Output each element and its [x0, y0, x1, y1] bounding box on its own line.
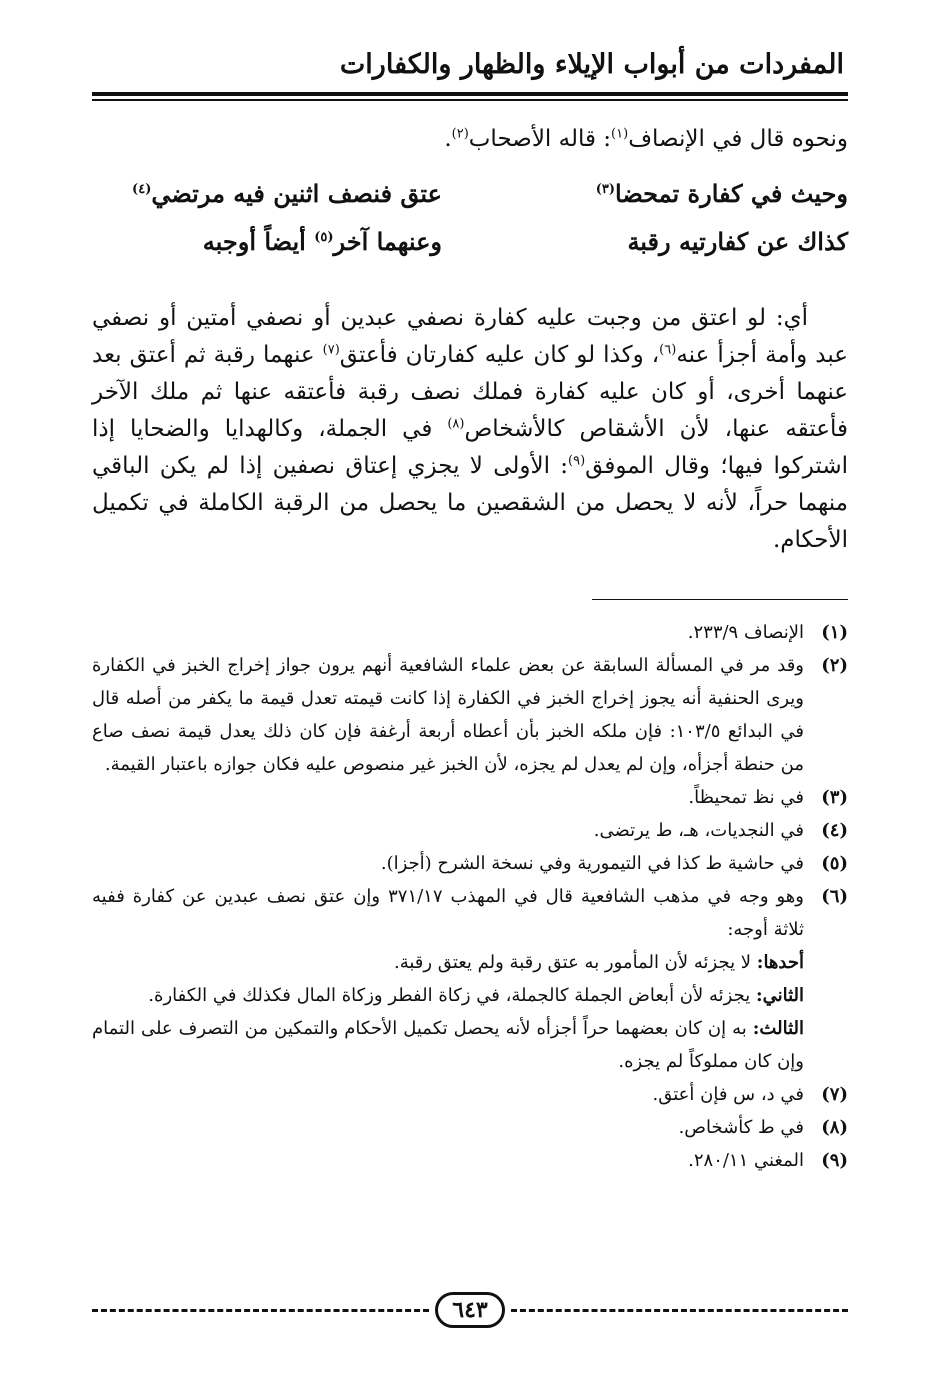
footnote-number: (٩)	[821, 1150, 848, 1171]
footnote-number: (٤)	[821, 820, 848, 841]
footnote-number: (٢)	[821, 655, 848, 676]
running-header	[92, 40, 848, 90]
footnote-subitem-label: أحدها:	[756, 952, 804, 973]
footnote-number: (٣)	[821, 787, 848, 808]
footnote-text: وهو وجه في مذهب الشافعية قال في المهذب ٣٧١/١٧ وإن عتق نصف عبدين عن كفارة ففيه ثلاثة أوجه:	[92, 886, 804, 940]
footnote-item	[92, 847, 848, 880]
footnote-text: في النجديات، هـ، ط يرتضى.	[593, 820, 804, 841]
footnote-ref[interactable]: (٤)	[132, 182, 152, 197]
intro-text: .	[444, 126, 452, 152]
footnote-ref[interactable]: (٩)	[568, 453, 586, 469]
footnote-text: في د، س فإن أعتق.	[652, 1084, 804, 1105]
footnote-number: (٧)	[821, 1084, 848, 1105]
verse-hemistich: عتق فنصف اثنين فيه مرتضي$^{(٤)}$	[132, 179, 442, 208]
verse-hemistich: وحيث في كفارة تمحضا$^{(٣)}$	[595, 179, 848, 208]
intro-paragraph	[92, 121, 848, 158]
intro-text: : قاله الأصحاب	[468, 126, 612, 152]
footnote-ref[interactable]: (٦)	[659, 342, 677, 358]
footnote-item	[92, 1078, 848, 1111]
header-rule-thin	[92, 99, 848, 101]
footnote-item	[92, 1111, 848, 1144]
footnote-subitem-text: يجزئه لأن أبعاض الجملة كالجملة، في زكاة الفطر وزكاة المال فكذلك في الكفارة.	[148, 985, 756, 1006]
commentary-paragraph: أي: لو اعتق من وجبت عليه كفارة نصفي عبدين أو نصفي أمتين أو نصفي عبد وأمة أجزأ عنه$^{(٦)}$، وكذا لو كان عليه كفارتان فأعتق$^{(٧)}$ عنهما رقبة ثم أعتق بعد عنهما أخرى، أو كان عليه كفارة فملك نصف رقبة فأعتقه عنها ثم ملك الآخر فأعتقه عنها، لأن الأشقاص كالأشخاص$^{(٨)}$ في الجملة، وكالهدايا والضحايا إذا اشتركوا فيها؛ وقال الموفق$^{(٩)}$: الأولى لا يجزي إعتاق نصفين إذا لم يكن الباقي منهما حراً، لأنه لا يحصل من الشقصين ما يحصل من الرقبة الكاملة في تكميل الأحكام.	[92, 305, 848, 553]
footnote-item	[92, 616, 848, 649]
footer-dashed-rule	[511, 1309, 848, 1312]
footnote-subitem-text: به إن كان بعضهما حراً أجزأه لأنه يحصل تكميل الأحكام والتمكين من التصرف على التمام وإن كان مملوكاً لم يجزه.	[92, 1018, 804, 1072]
footnote-ref[interactable]: (٢)	[451, 126, 469, 142]
footnote-number: (٨)	[821, 1117, 848, 1138]
verse-hemistich: كذاك عن كفارتيه رقبة	[627, 227, 848, 256]
verse-line	[92, 218, 848, 266]
verse-hemistich: وعنهما آخر$^{(٥)}$ أيضاً أوجبه	[202, 227, 442, 256]
footnote-item	[92, 814, 848, 847]
footnote-subitem-text: لا يجزئه لأن المأمور به عتق رقبة ولم يعتق رقبة.	[393, 952, 757, 973]
book-page	[92, 40, 848, 1177]
footnote-text: في نظ تمحيظاً.	[688, 787, 804, 808]
footnote-subitem	[92, 979, 848, 1012]
footnote-number: (١)	[821, 622, 848, 643]
footnote-ref[interactable]: (١)	[611, 126, 629, 142]
footnote-subitem	[92, 946, 848, 979]
footnote-number: (٥)	[821, 853, 848, 874]
header-rule-thick	[92, 92, 848, 96]
page-footer	[92, 1290, 848, 1330]
footnote-item	[92, 1144, 848, 1177]
footnote-ref[interactable]: (٧)	[322, 342, 340, 358]
page-number: ٦٤٣	[435, 1292, 504, 1328]
footnote-subitem-label: الثاني:	[755, 985, 804, 1006]
footnote-separator	[592, 599, 848, 600]
footer-dashed-rule	[92, 1309, 429, 1312]
footnote-subitem	[92, 1012, 848, 1078]
footnote-text: وقد مر في المسألة السابقة عن بعض علماء الشافعية أنهم يرون جواز إخراج الخبز في الكفارة ويرى الحنفية أنه يجوز إخراج الخبز في الكفارة إذا كانت قيمته تعدل قيمة ما يكفر من أصله قال في البدائع ١٠٣/٥: فإن ملكه الخبز بأن أعطاه أربعة أرغفة فإن كان ذلك يعدل قيمة نصف صاع من حنطة أجزأه، وإن لم يعدل لم يجزه، لأن الخبز غير منصوص عليه فكان جوازه باعتبار القيمة.	[92, 655, 804, 775]
verse-line	[92, 170, 848, 218]
footnote-text: في ط كأشخاص.	[678, 1117, 804, 1138]
footnote-ref[interactable]: (٥)	[314, 230, 334, 245]
footnote-item	[92, 649, 848, 781]
verse-block	[92, 170, 848, 266]
footnote-ref[interactable]: (٨)	[447, 416, 465, 432]
footnote-text: الإنصاف ٢٣٣/٩.	[687, 622, 804, 643]
footnote-item	[92, 880, 848, 946]
footnote-text: في حاشية ط كذا في التيمورية وفي نسخة الشرح (أجزا).	[380, 853, 804, 874]
footnote-item	[92, 781, 848, 814]
footnote-ref[interactable]: (٣)	[595, 182, 615, 197]
footnote-subitem-label: الثالث:	[752, 1018, 804, 1039]
footnotes-section	[92, 616, 848, 1177]
running-header-title: المفردات من أبواب الإيلاء والظهار والكفارات	[339, 49, 844, 80]
footnote-number: (٦)	[821, 886, 848, 907]
footnote-text: المغني ٢٨٠/١١.	[688, 1150, 804, 1171]
intro-text: ونحوه قال في الإنصاف	[628, 126, 848, 152]
